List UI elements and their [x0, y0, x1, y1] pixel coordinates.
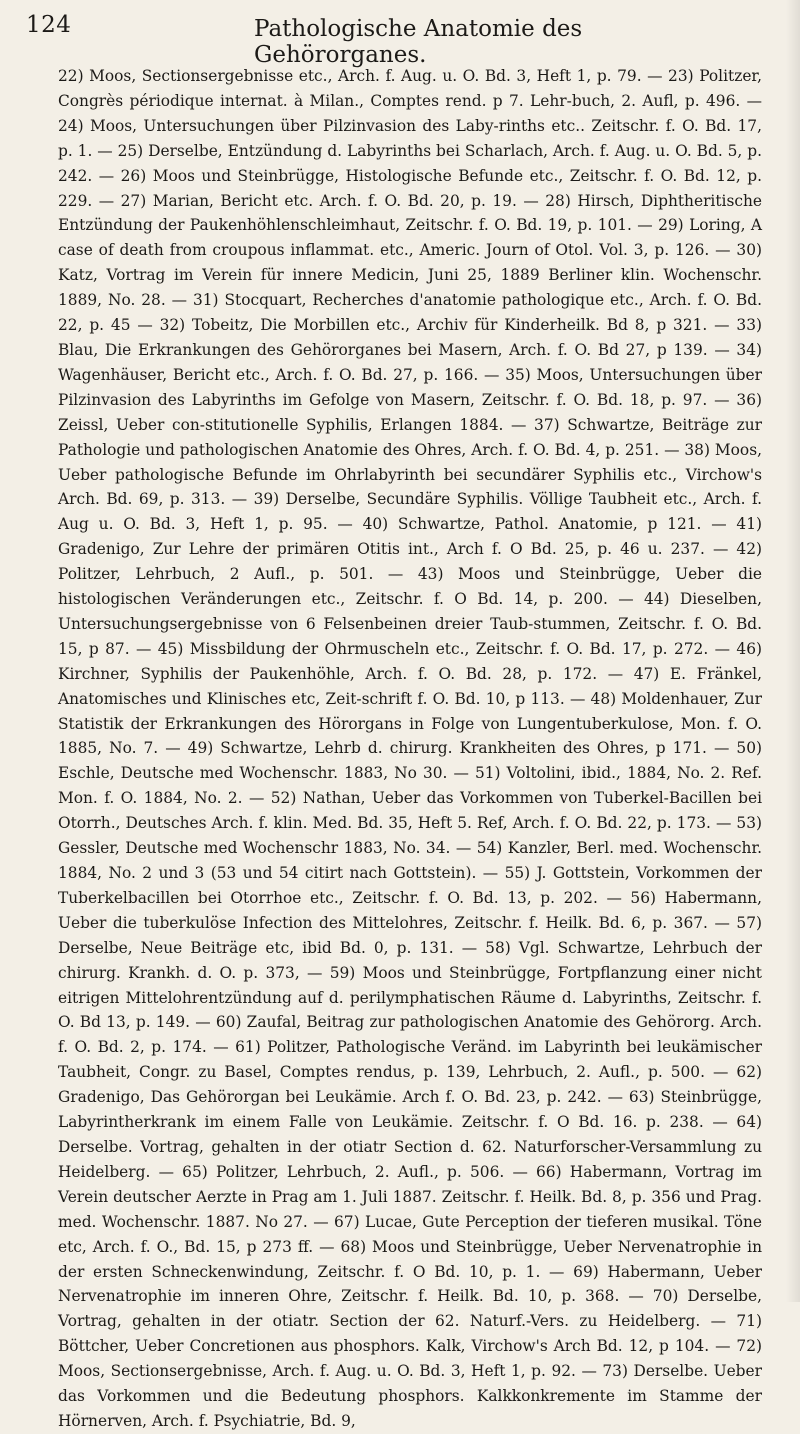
page-edge-shadow — [786, 0, 800, 1302]
running-title: Pathologische Anatomie des Gehörorganes. — [254, 16, 583, 68]
page-number: 124 — [26, 12, 72, 38]
page-header — [26, 12, 760, 68]
reference-list: 22) Moos, Sectionsergebnisse etc., Arch. f. Aug. u. O. Bd. 3, Heft 1, p. 79. — 23) Politzer, Congrès périodique internat. à Milan., Comptes rend. p 7. Lehr-buch, 2. Aufl, p. 496. — 24) Moos, Untersuchungen über Pilzinvasion des Laby-rinths etc.. Zeitschr. f. O. Bd. 17, p. 1. — 25) Derselbe, Entzündung d. Labyrinths bei Scharlach, Arch. f. Aug. u. O. Bd. 5, p. 242. — 26) Moos und Steinbrügge, Histologische Befunde etc., Zeitschr. f. O. Bd. 12, p. 229. — 27) Marian, Bericht etc. Arch. f. O. Bd. 20, p. 19. — 28) Hirsch, Diphtheritische Entzündung der Paukenhöhlenschleimhaut, Zeitschr. f. O. Bd. 19, p. 101. — 29) Loring, A case of death from croupous inflammat. etc., Americ. Journ of Otol. Vol. 3, p. 126. — 30) Katz, Vortrag im Verein für innere Medicin, Juni 25, 1889 Berliner klin. Wochenschr. 1889, No. 28. — 31) Stocquart, Recherches d'anatomie pathologique etc., Arch. f. O. Bd. 22, p. 45 — 32) Tobeitz, Die Morbillen etc., Archiv für Kinderheilk. Bd 8, p 321. — 33) Blau, Die Erkrankungen des Gehörorganes bei Masern, Arch. f. O. Bd 27, p 139. — 34) Wagenhäuser, Bericht etc., Arch. f. O. Bd. 27, p. 166. — 35) Moos, Untersuchungen über Pilzinvasion des Labyrinths im Gefolge von Masern, Zeitschr. f. O. Bd. 18, p. 97. — 36) Zeissl, Ueber con-stitutionelle Syphilis, Erlangen 1884. — 37) Schwartze, Beiträge zur Pathologie und pathologischen Anatomie des Ohres, Arch. f. O. Bd. 4, p. 251. — 38) Moos, Ueber pathologische Befunde im Ohrlabyrinth bei secundärer Syphilis etc., Virchow's Arch. Bd. 69, p. 313. — 39) Derselbe, Secundäre Syphilis. Völlige Taubheit etc., Arch. f. Aug u. O. Bd. 3, Heft 1, p. 95. — 40) Schwartze, Pathol. Anatomie, p 121. — 41) Gradenigo, Zur Lehre der primären Otitis int., Arch f. O Bd. 25, p. 46 u. 237. — 42) Politzer, Lehrbuch, 2 Aufl., p. 501. — 43) Moos und Steinbrügge, Ueber die histologischen Veränderungen etc., Zeitschr. f. O Bd. 14, p. 200. — 44) Dieselben, Untersuchungsergebnisse von 6 Felsenbeinen dreier Taub-stummen, Zeitschr. f. O. Bd. 15, p 87. — 45) Missbildung der Ohrmuscheln etc., Zeitschr. f. O. Bd. 17, p. 272. — 46) Kirchner, Syphilis der Paukenhöhle, Arch. f. O. Bd. 28, p. 172. — 47) E. Fränkel, Anatomisches und Klinisches etc, Zeit-schrift f. O. Bd. 10, p 113. — 48) Moldenhauer, Zur Statistik der Erkrankungen des Hörorgans in Folge von Lungentuberkulose, Mon. f. O. 1885, No. 7. — 49) Schwartze, Lehrb d. chirurg. Krankheiten des Ohres, p 171. — 50) Eschle, Deutsche med Wochenschr. 1883, No 30. — 51) Voltolini, ibid., 1884, No. 2. Ref. Mon. f. O. 1884, No. 2. — 52) Nathan, Ueber das Vorkommen von Tuberkel-Bacillen bei Otorrh., Deutsches Arch. f. klin. Med. Bd. 35, Heft 5. Ref, Arch. f. O. Bd. 22, p. 173. — 53) Gessler, Deutsche med Wochenschr 1883, No. 34. — 54) Kanzler, Berl. med. Wochenschr. 1884, No. 2 und 3 (53 und 54 citirt nach Gottstein). — 55) J. Gottstein, Vorkommen der Tuberkelbacillen bei Otorrhoe etc., Zeitschr. f. O. Bd. 13, p. 202. — 56) Habermann, Ueber die tuberkulöse Infection des Mittelohres, Zeitschr. f. Heilk. Bd. 6, p. 367. — 57) Derselbe, Neue Beiträge etc, ibid Bd. 0, p. 131. — 58) Vgl. Schwartze, Lehrbuch der chirurg. Krankh. d. O. p. 373, — 59) Moos und Steinbrügge, Fortpflanzung einer nicht eitrigen Mittelohrentzündung auf d. perilymphatischen Räume d. Labyrinths, Zeitschr. f. O. Bd 13, p. 149. — 60) Zaufal, Beitrag zur pathologischen Anatomie des Gehörorg. Arch. f. O. Bd. 2, p. 174. — 61) Politzer, Pathologische Veränd. im Labyrinth bei leukämischer Taubheit, Congr. zu Basel, Comptes rendus, p. 139, Lehrbuch, 2. Aufl., p. 500. — 62) Gradenigo, Das Gehörorgan bei Leukämie. Arch f. O. Bd. 23, p. 242. — 63) Steinbrügge, Labyrintherkrank im einem Falle von Leukämie. Zeitschr. f. O Bd. 16. p. 238. — 64) Derselbe. Vortrag, gehalten in der otiatr Section d. 62. Naturforscher-Versammlung zu Heidelberg. — 65) Politzer, Lehrbuch, 2. Aufl., p. 506. — 66) Habermann, Vortrag im Verein deutscher Aerzte in Prag am 1. Juli 1887. Zeitschr. f. Heilk. Bd. 8, p. 356 und Prag. med. Wochenschr. 1887. No 27. — 67) Lucae, Gute Perception der tieferen musikal. Töne etc, Arch. f. O., Bd. 15, p 273 ff. — 68) Moos und Steinbrügge, Ueber Nervenatrophie in der ersten Schneckenwindung, Zeitschr. f. O Bd. 10, p. 1. — 69) Habermann, Ueber Nervenatrophie im inneren Ohre, Zeitschr. f. Heilk. Bd. 10, p. 368. — 70) Derselbe, Vortrag, gehalten in der otiatr. Section der 62. Naturf.-Vers. zu Heidelberg. — 71) Böttcher, Ueber Concretionen aus phosphors. Kalk, Virchow's Arch Bd. 12, p 104. — 72) Moos, Sectionsergebnisse, Arch. f. Aug. u. O. Bd. 3, Heft 1, p. 92. — 73) Derselbe. Ueber das Vorkommen und die Bedeutung phosphors. Kalkkonkremente im Stamme der Hörnerven, Arch. f. Psychiatrie, Bd. 9, — [58, 67, 762, 1430]
